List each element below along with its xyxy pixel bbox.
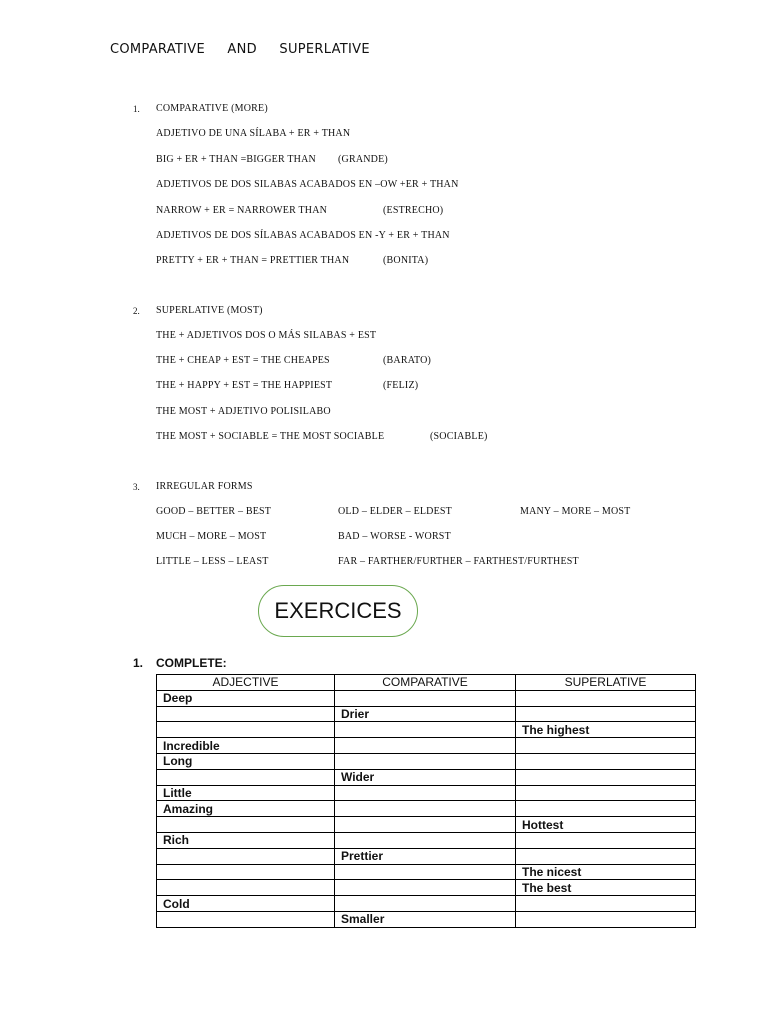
table-cell[interactable] xyxy=(335,896,516,912)
section-2-line: THE MOST + ADJETIVO POLISILABO xyxy=(156,406,331,417)
table-cell[interactable]: Cold xyxy=(157,896,335,912)
table-cell[interactable]: The best xyxy=(516,880,696,896)
header-comparative: COMPARATIVE xyxy=(335,675,516,691)
table-cell[interactable] xyxy=(157,911,335,927)
table-cell[interactable] xyxy=(335,864,516,880)
section-1-number: 1. xyxy=(133,104,140,114)
table-cell[interactable] xyxy=(516,785,696,801)
section-2-gloss: (BARATO) xyxy=(383,355,432,366)
section-3-number: 3. xyxy=(133,482,140,492)
section-1-line: ADJETIVOS DE DOS SÍLABAS ACABADOS EN -Y + ER + THAN xyxy=(156,230,450,241)
table-cell[interactable] xyxy=(516,848,696,864)
irregular-form: MUCH – MORE – MOST xyxy=(156,531,267,542)
table-cell[interactable] xyxy=(335,801,516,817)
table-cell[interactable]: The nicest xyxy=(516,864,696,880)
section-2-line: THE + HAPPY + EST = THE HAPPIEST xyxy=(156,380,333,391)
table-cell[interactable] xyxy=(516,753,696,769)
table-cell[interactable] xyxy=(335,753,516,769)
table-row xyxy=(157,801,696,817)
table-cell[interactable] xyxy=(516,769,696,785)
irregular-form: FAR – FARTHER/FURTHER – FARTHEST/FURTHEST xyxy=(338,556,579,567)
exercise-1-instruction: COMPLETE: xyxy=(156,656,227,670)
table-row xyxy=(157,896,696,912)
table-cell[interactable] xyxy=(157,706,335,722)
table-cell[interactable] xyxy=(157,864,335,880)
section-1-gloss: (GRANDE) xyxy=(338,154,388,165)
table-row xyxy=(157,785,696,801)
section-2-number: 2. xyxy=(133,306,140,316)
section-2-gloss: (FELIZ) xyxy=(383,380,419,391)
exercise-1-label xyxy=(133,656,227,670)
table-row xyxy=(157,864,696,880)
irregular-form: MANY – MORE – MOST xyxy=(520,506,631,517)
section-1-line: NARROW + ER = NARROWER THAN xyxy=(156,205,328,216)
table-row xyxy=(157,817,696,833)
section-1-line: COMPARATIVE (MORE) xyxy=(156,103,268,114)
table-cell[interactable]: Long xyxy=(157,753,335,769)
table-cell[interactable]: Prettier xyxy=(335,848,516,864)
table-cell[interactable] xyxy=(516,738,696,754)
table-cell[interactable] xyxy=(157,722,335,738)
irregular-form: GOOD – BETTER – BEST xyxy=(156,506,272,517)
table-cell[interactable] xyxy=(516,690,696,706)
section-1-line: BIG + ER + THAN =BIGGER THAN xyxy=(156,154,316,165)
table-cell[interactable]: Drier xyxy=(335,706,516,722)
table-cell[interactable]: Smaller xyxy=(335,911,516,927)
header-adjective: ADJECTIVE xyxy=(157,675,335,691)
table-cell[interactable] xyxy=(516,911,696,927)
table-cell[interactable] xyxy=(335,690,516,706)
table-cell[interactable] xyxy=(516,896,696,912)
table-cell[interactable] xyxy=(516,801,696,817)
table-cell[interactable] xyxy=(157,769,335,785)
table-row xyxy=(157,753,696,769)
table-row xyxy=(157,690,696,706)
table-cell[interactable]: Rich xyxy=(157,832,335,848)
section-1-line: ADJETIVOS DE DOS SILABAS ACABADOS EN –OW +ER + THAN xyxy=(156,179,459,190)
table-cell[interactable]: Deep xyxy=(157,690,335,706)
table-cell[interactable]: Amazing xyxy=(157,801,335,817)
table-cell[interactable] xyxy=(157,848,335,864)
exercise-table xyxy=(156,674,696,928)
table-row xyxy=(157,706,696,722)
irregular-form: OLD – ELDER – ELDEST xyxy=(338,506,452,517)
table-cell[interactable] xyxy=(335,880,516,896)
table-row xyxy=(157,911,696,927)
section-2-line: THE MOST + SOCIABLE = THE MOST SOCIABLE xyxy=(156,431,385,442)
table-cell[interactable] xyxy=(335,722,516,738)
table-cell[interactable] xyxy=(157,817,335,833)
irregular-form: LITTLE – LESS – LEAST xyxy=(156,556,269,567)
section-1-line: PRETTY + ER + THAN = PRETTIER THAN xyxy=(156,255,350,266)
table-cell[interactable]: Hottest xyxy=(516,817,696,833)
section-2-line: THE + CHEAP + EST = THE CHEAPES xyxy=(156,355,330,366)
irregular-form: BAD – WORSE - WORST xyxy=(338,531,451,542)
table-cell[interactable] xyxy=(157,880,335,896)
section-1-gloss: (ESTRECHO) xyxy=(383,205,444,216)
section-1-line: ADJETIVO DE UNA SÍLABA + ER + THAN xyxy=(156,128,351,139)
table-row xyxy=(157,832,696,848)
section-2-gloss: (SOCIABLE) xyxy=(430,431,488,442)
exercise-1-number: 1. xyxy=(133,656,144,670)
section-1-gloss: (BONITA) xyxy=(383,255,429,266)
table-row xyxy=(157,769,696,785)
table-header-row xyxy=(157,675,696,691)
table-row xyxy=(157,848,696,864)
table-row xyxy=(157,722,696,738)
table-cell[interactable] xyxy=(516,832,696,848)
table-cell[interactable]: Wider xyxy=(335,769,516,785)
table-cell[interactable]: The highest xyxy=(516,722,696,738)
header-superlative: SUPERLATIVE xyxy=(516,675,696,691)
table-cell[interactable]: Little xyxy=(157,785,335,801)
table-row xyxy=(157,880,696,896)
table-cell[interactable] xyxy=(335,738,516,754)
table-row xyxy=(157,738,696,754)
table-cell[interactable] xyxy=(335,817,516,833)
section-3-heading: IRREGULAR FORMS xyxy=(156,481,253,492)
section-2-line: THE + ADJETIVOS DOS O MÁS SILABAS + EST xyxy=(156,330,377,341)
page-title: COMPARATIVE AND SUPERLATIVE xyxy=(110,42,370,57)
table-cell[interactable] xyxy=(335,832,516,848)
table-cell[interactable] xyxy=(335,785,516,801)
section-2-line: SUPERLATIVE (MOST) xyxy=(156,305,263,316)
exercises-heading: EXERCICES xyxy=(258,585,418,637)
table-cell[interactable]: Incredible xyxy=(157,738,335,754)
table-cell[interactable] xyxy=(516,706,696,722)
